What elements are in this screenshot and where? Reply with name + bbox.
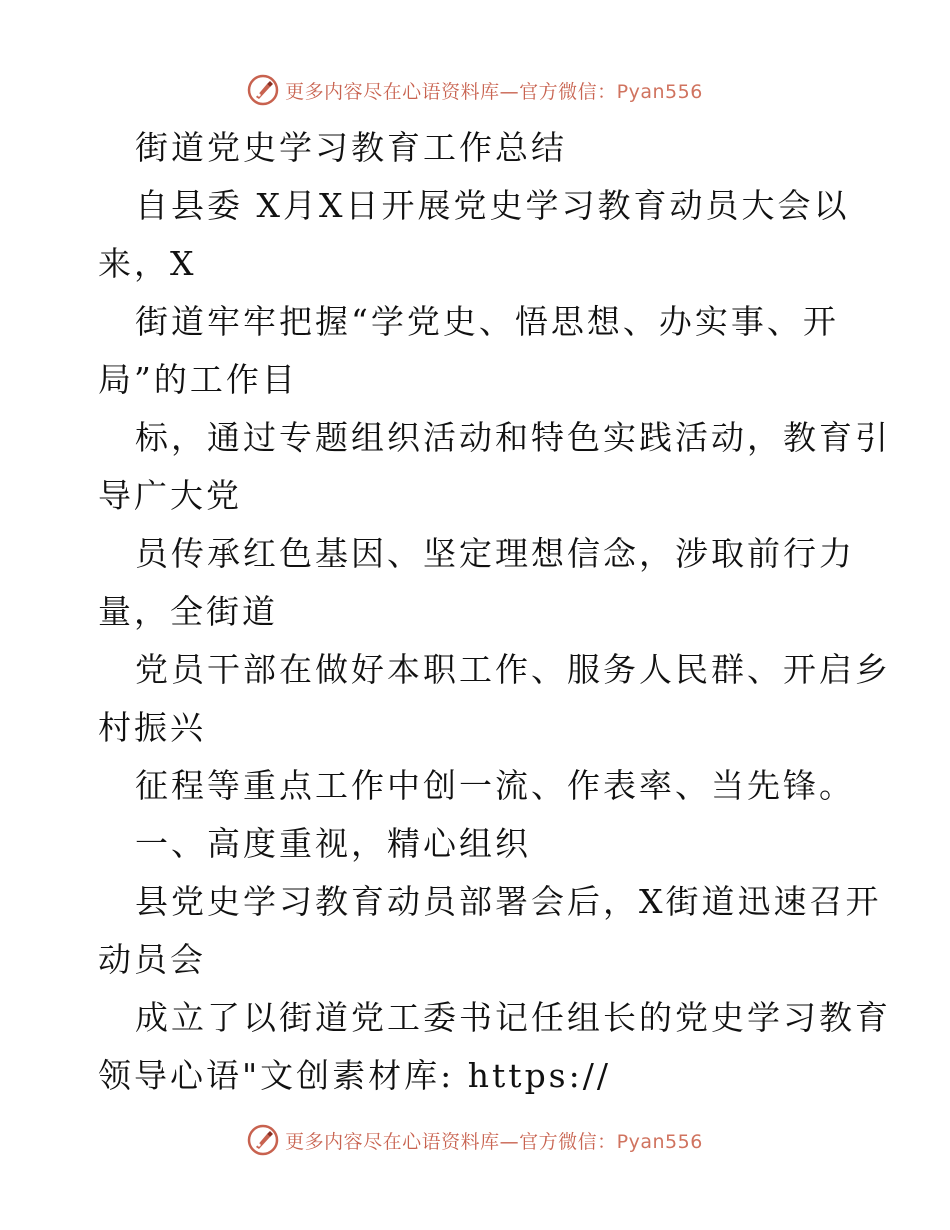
text-line: 量，全街道 <box>98 592 278 631</box>
text-line: 导广大党 <box>98 476 242 515</box>
text-line: 成立了以街道党工委书记任组长的党史学习教育 <box>135 998 891 1037</box>
text-line: 来，X <box>98 244 197 283</box>
text-line: 动员会 <box>98 940 206 979</box>
pen-logo-icon <box>247 1124 279 1156</box>
section-heading: 一、高度重视，精心组织 <box>135 824 531 863</box>
watermark-text: 更多内容尽在心语资料库—官方微信：Pyan556 <box>285 1130 703 1153</box>
text-line: 征程等重点工作中创一流、作表率、当先锋。 <box>135 766 855 805</box>
text-line: 县党史学习教育动员部署会后，X街道迅速召开 <box>135 882 882 921</box>
header-watermark <box>0 70 950 110</box>
text-line: 街道牢牢把握“学党史、悟思想、办实事、开 <box>135 302 839 341</box>
document-title: 街道党史学习教育工作总结 <box>135 128 567 167</box>
text-line: 标，通过专题组织活动和特色实践活动，教育引 <box>135 418 891 457</box>
text-line: 自县委 X月X日开展党史学习教育动员大会以 <box>135 186 850 225</box>
text-line: 局”的工作目 <box>98 360 298 399</box>
watermark-text: 更多内容尽在心语资料库—官方微信：Pyan556 <box>285 80 703 103</box>
pen-logo-icon <box>247 74 279 106</box>
text-line: 员传承红色基因、坚定理想信念，涉取前行力 <box>135 534 855 573</box>
text-line: 党员干部在做好本职工作、服务人民群、开启乡 <box>135 650 891 689</box>
footer-watermark <box>0 1120 950 1160</box>
text-line: 村振兴 <box>98 708 206 747</box>
text-line: 领导心语"文创素材库: https:// <box>98 1056 611 1095</box>
